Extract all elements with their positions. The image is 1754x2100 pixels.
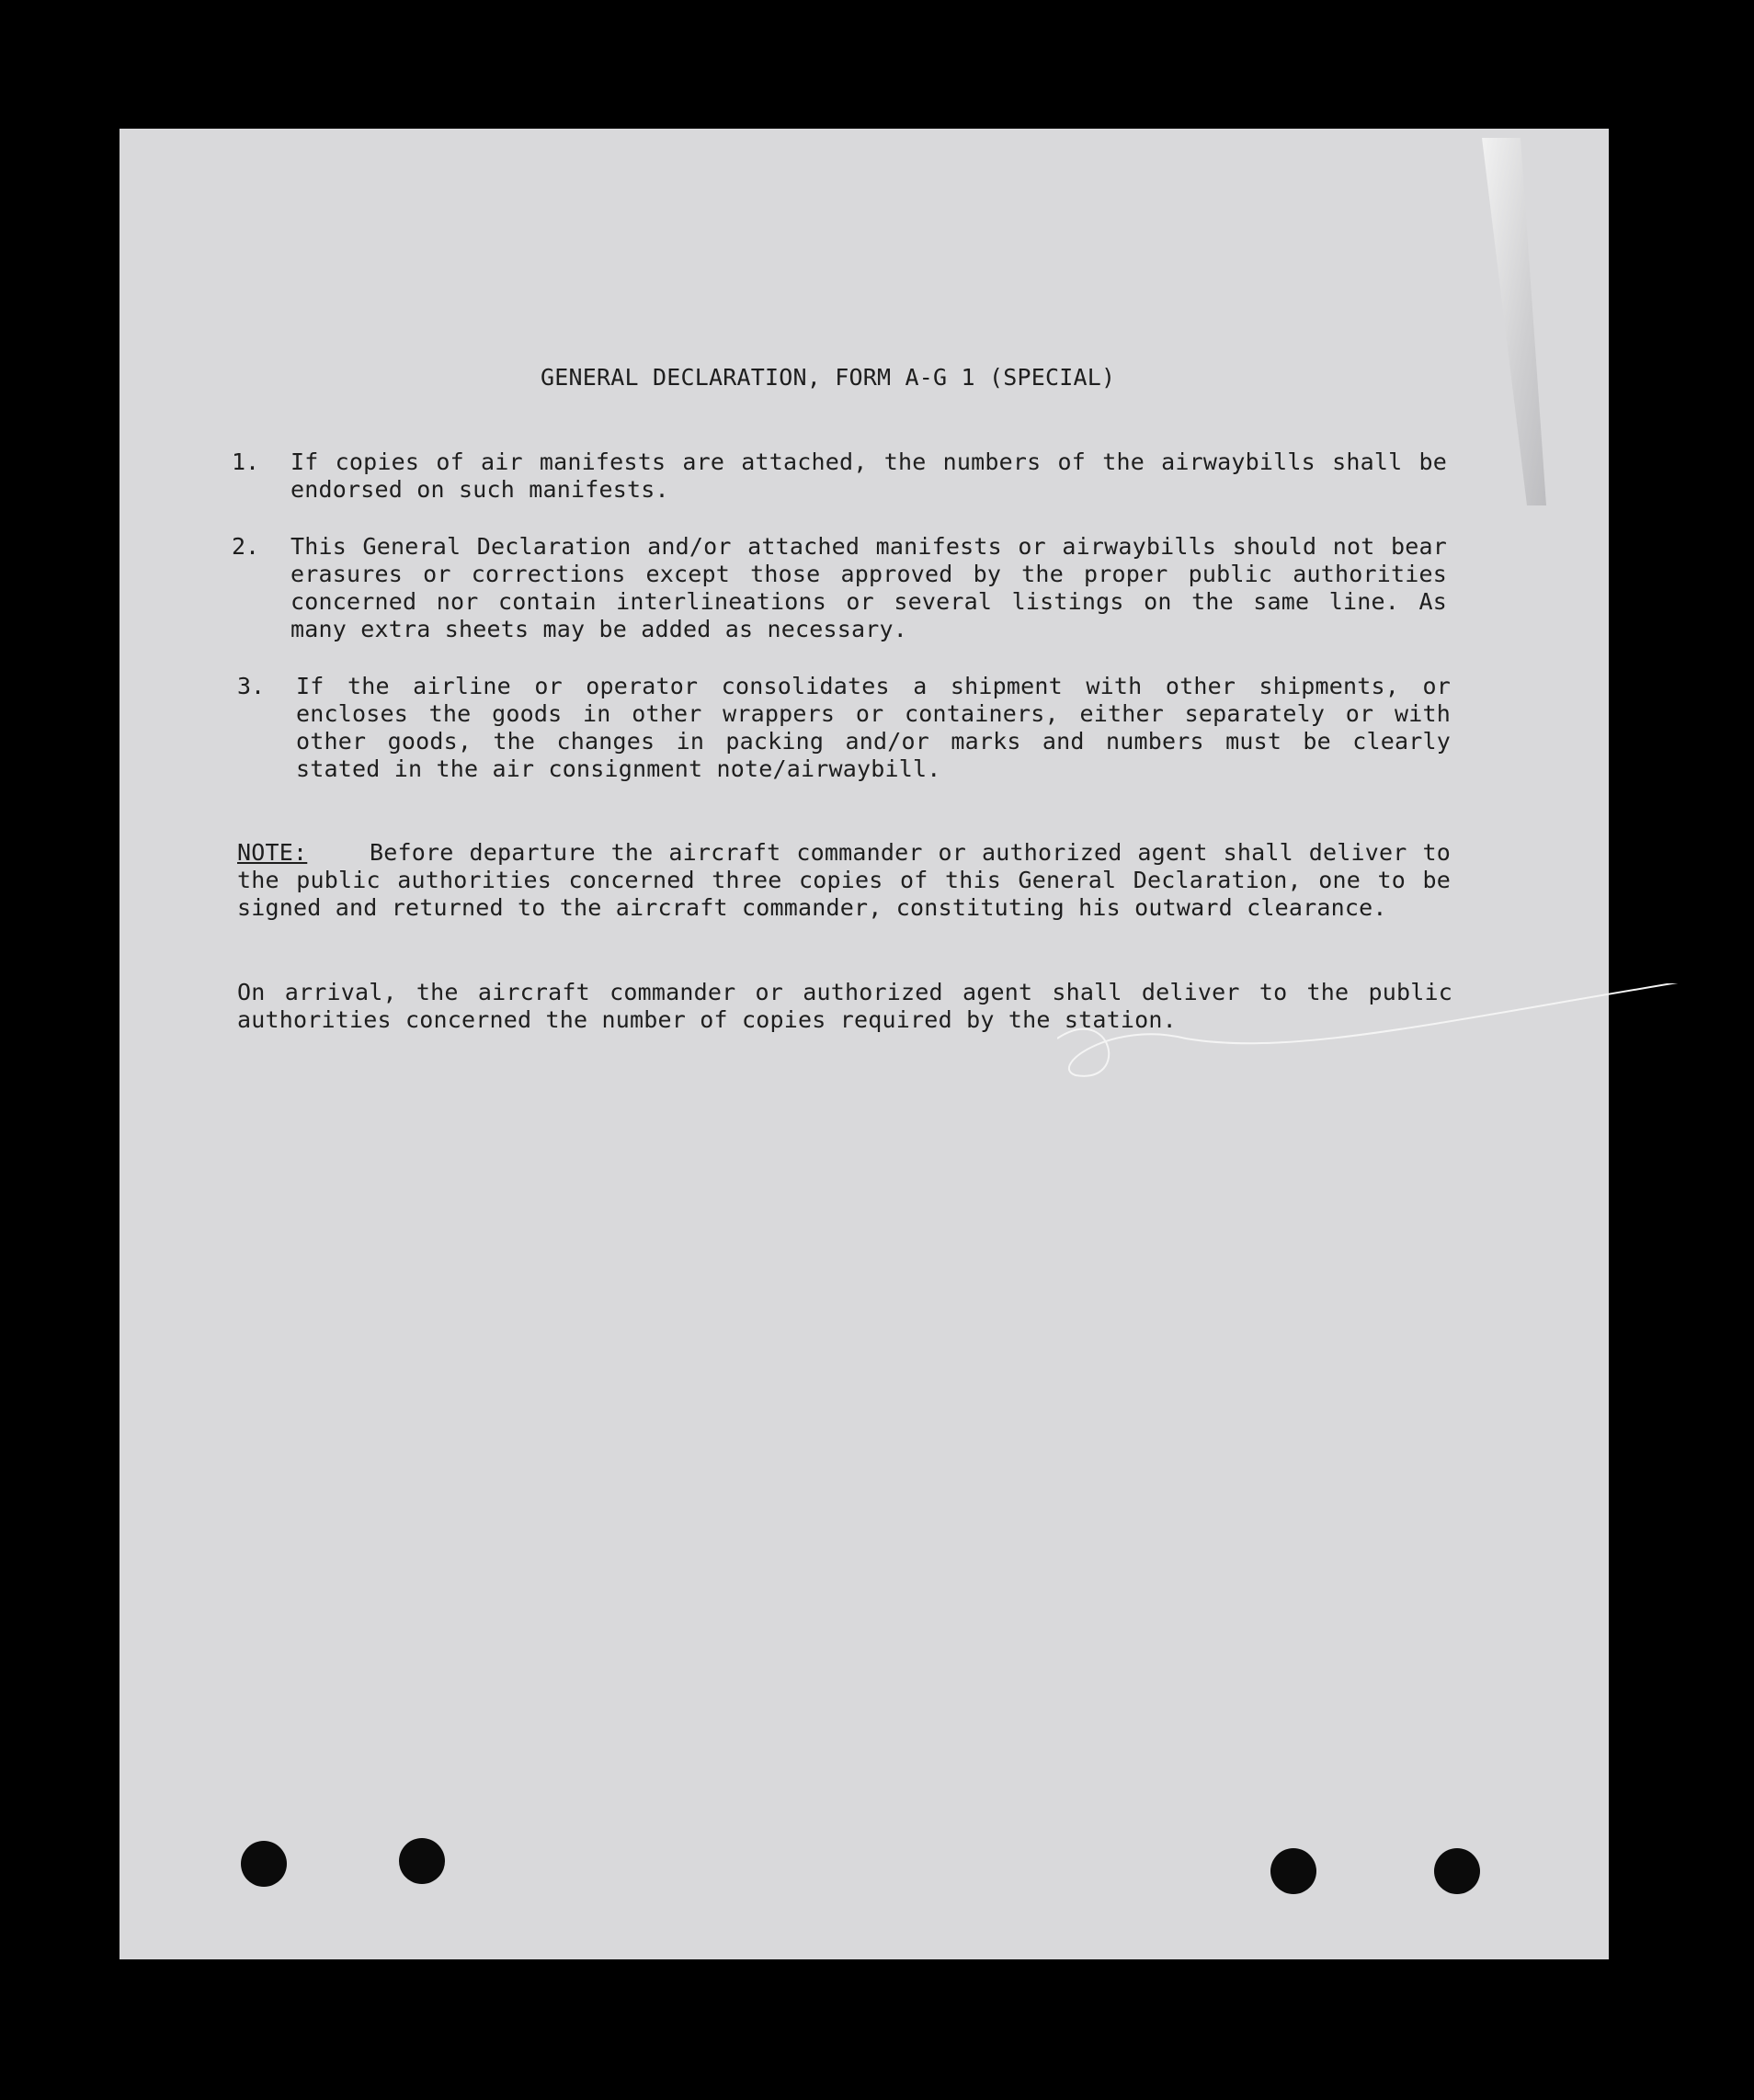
punch-hole-1 [241,1841,287,1887]
punch-hole-4 [1434,1848,1480,1894]
document-title: GENERAL DECLARATION, FORM A-G 1 (SPECIAL) [541,364,1116,391]
note-label: NOTE: [237,839,308,866]
item-2-number: 2. [232,533,260,560]
item-2-text: This General Declaration and/or attached manifests or airwaybills should not bear erasures or corrections except those approved by the proper public authorities concerned nor contain interlineations or several listings on the same line. As many extra sheets may be added as necessary. [290,533,1447,642]
thread-mark [1057,983,1728,1112]
item-1-number: 1. [232,448,260,475]
punch-hole-2 [399,1838,445,1884]
note-paragraph [237,839,1451,922]
punch-hole-3 [1270,1848,1316,1894]
note-text: Before departure the aircraft commander or authorized agent shall deliver to the public authorities concerned three copies of this General Declaration, one to be signed and returned to the aircraft commander, constituting his outward clearance. [237,839,1451,921]
item-3-text: If the airline or operator consolidates a shipment with other shipments, or encloses the goods in other wrappers or containers, either separately or with other goods, the changes in packing and/or marks and numbers must be clearly stated in the air consignment note/airwaybill. [296,673,1451,782]
arrival-paragraph: On arrival, the aircraft commander or authorized agent shall deliver to the public authorities concerned the number of copies required by the station. [237,979,1452,1033]
item-3-number: 3. [237,673,266,699]
item-1-text: If copies of air manifests are attached, the numbers of the airwaybills shall be endorsed on such manifests. [290,448,1447,503]
